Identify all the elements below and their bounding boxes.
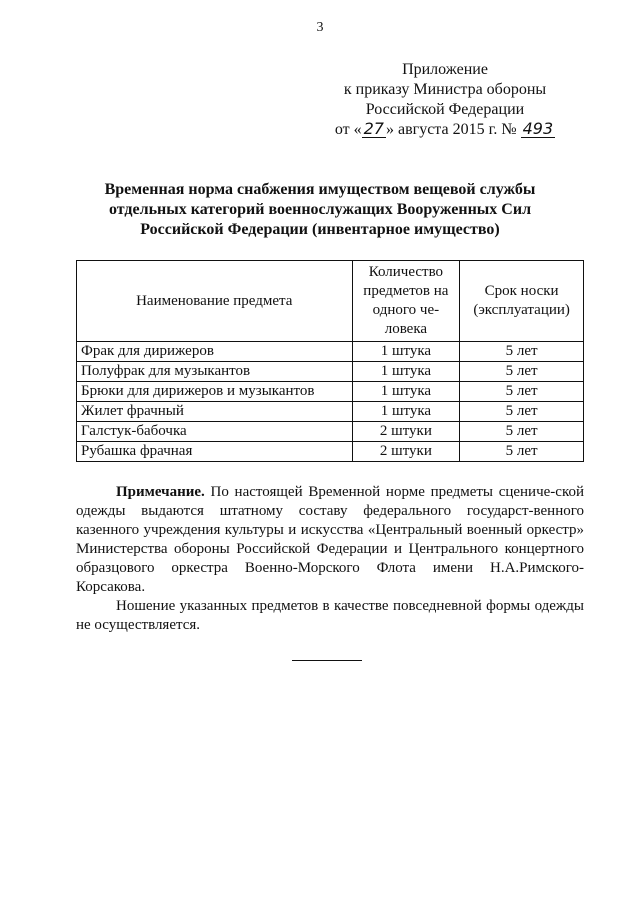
end-divider — [292, 660, 362, 661]
item-quantity: 1 штука — [352, 402, 460, 422]
column-header-wear-period: Срок носки (эксплуатации) — [460, 261, 584, 342]
table-row — [77, 342, 584, 362]
appendix-order-line: к приказу Министра обороны — [343, 81, 547, 98]
item-name: Фрак для дирижеров — [77, 342, 353, 362]
table-row — [77, 362, 584, 382]
column-header-item-name: Наименование предмета — [77, 261, 353, 342]
handwritten-order-number: 493 — [522, 119, 554, 138]
table-header-row — [77, 261, 584, 342]
item-name: Жилет фрачный — [77, 402, 353, 422]
item-period: 5 лет — [460, 422, 584, 442]
note-label: Примечание. — [116, 484, 205, 500]
table-row — [77, 382, 584, 402]
item-name: Брюки для дирижеров и музыкантов — [77, 382, 353, 402]
item-quantity: 1 штука — [352, 382, 460, 402]
appendix-federation-line: Российской Федерации — [365, 101, 525, 118]
note-text-1: По настоящей Временной норме предметы сцениче-ской одежды выдаются штатному составу федерального государст-венного казенного учреждения культуры и искусства «Центральный военный оркестр» Министерства обороны Российской Федерации и Центрального концертного образцового оркестра Военно-Морского Флота имени Н.А.Римского-Корсакова. — [76, 484, 584, 595]
document-title — [60, 180, 580, 240]
page-number: 3 — [316, 20, 324, 35]
appendix-heading: Приложение — [402, 61, 488, 78]
supply-norm-table — [76, 260, 584, 462]
table-row — [77, 402, 584, 422]
date-prefix: от « — [334, 121, 362, 138]
item-quantity: 1 штука — [352, 362, 460, 382]
title-line-3: Российской Федерации (инвентарное имущество) — [140, 221, 500, 238]
table-row — [77, 422, 584, 442]
item-period: 5 лет — [460, 442, 584, 462]
column-header-quantity: Количество предметов на одного че-ловека — [352, 261, 460, 342]
table-row — [77, 442, 584, 462]
item-period: 5 лет — [460, 362, 584, 382]
appendix-date-line — [300, 120, 590, 140]
item-period: 5 лет — [460, 382, 584, 402]
item-period: 5 лет — [460, 342, 584, 362]
title-line-2: отдельных категорий военнослужащих Вооруженных Сил — [108, 201, 532, 218]
note-paragraph-1 — [76, 483, 584, 597]
note-block — [76, 483, 584, 635]
appendix-block — [300, 60, 590, 140]
item-quantity: 2 штуки — [352, 442, 460, 462]
item-name: Галстук-бабочка — [77, 422, 353, 442]
date-middle: » августа 2015 г. № — [385, 121, 517, 138]
handwritten-day: 27 — [363, 119, 384, 138]
note-paragraph-2: Ношение указанных предметов в качестве повседневной формы одежды не осуществляется. — [76, 598, 584, 633]
title-line-1: Временная норма снабжения имуществом вещевой службы — [104, 181, 536, 198]
item-period: 5 лет — [460, 402, 584, 422]
item-quantity: 2 штуки — [352, 422, 460, 442]
item-name: Рубашка фрачная — [77, 442, 353, 462]
item-quantity: 1 штука — [352, 342, 460, 362]
item-name: Полуфрак для музыкантов — [77, 362, 353, 382]
